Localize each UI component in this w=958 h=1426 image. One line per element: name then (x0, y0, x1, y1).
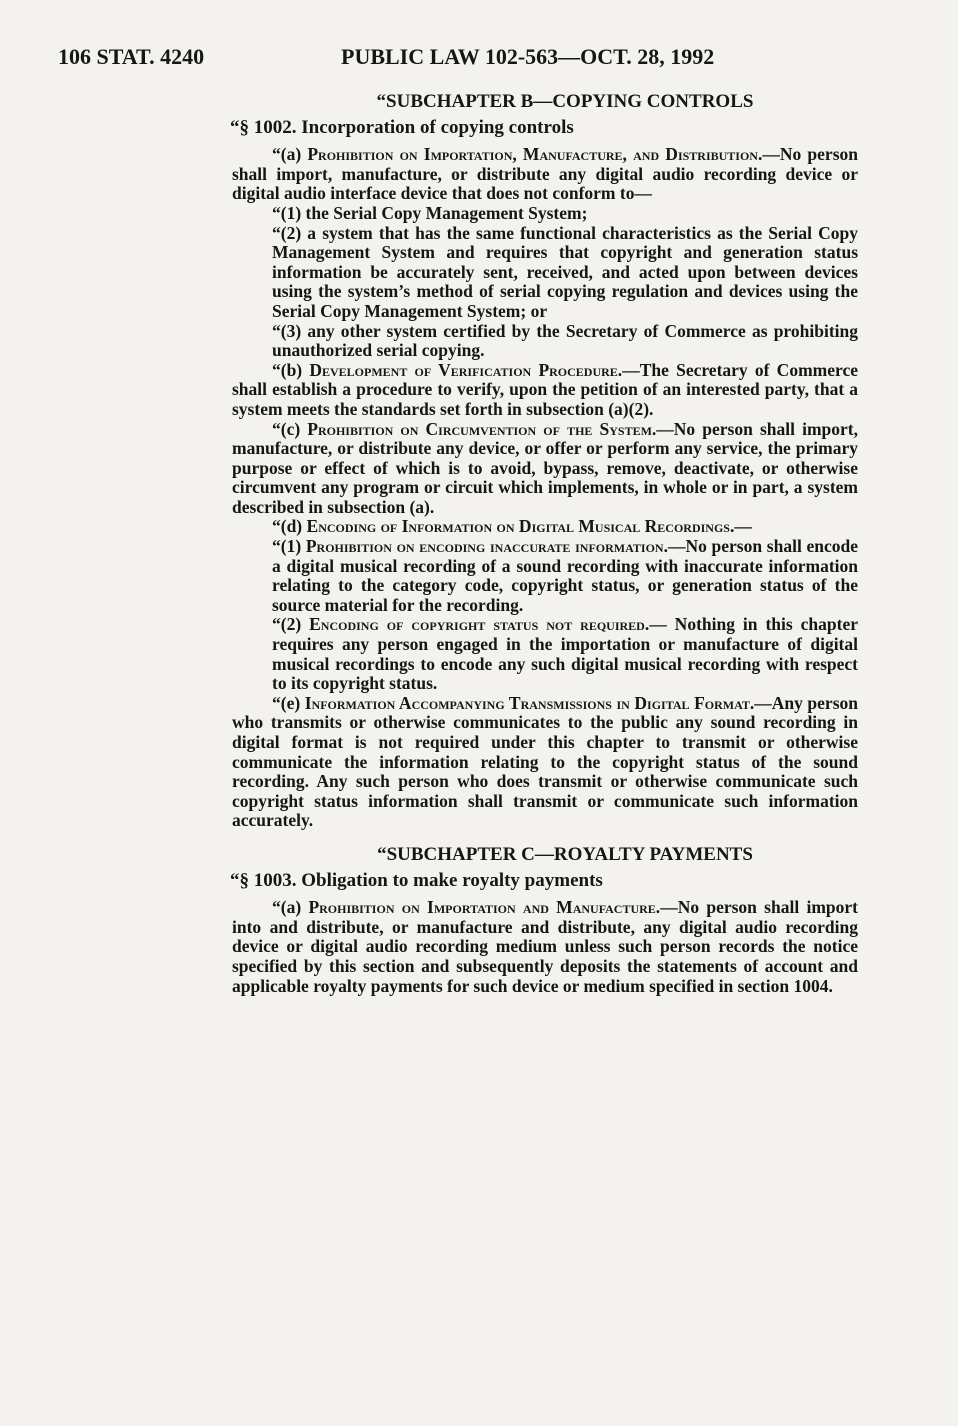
subsection-text: —No person shall import into and distribute, or manufacture and distribute, any digital audio recording device or digital audio recording medium unless such person records the notice specified by this section and subsequently deposits the statements of account and applicable royalty payments for such device or medium specified in section 1004. (232, 897, 858, 996)
paragraph-label: “(2) (272, 614, 310, 635)
subsection-1002-b (232, 361, 858, 420)
subsection-caption: Information Accompanying Transmissions in Digital Format. (304, 692, 755, 713)
subsection-label: “(e) (272, 692, 305, 713)
public-law-citation: PUBLIC LAW 102-563—OCT. 28, 1992 (341, 44, 715, 69)
section-1003-heading: “§ 1003. Obligation to make royalty payments (230, 869, 603, 891)
subsection-caption: Prohibition on Circumvention of the System. (307, 418, 657, 439)
subchapter-b-heading: “SUBCHAPTER B—COPYING CONTROLS (376, 91, 754, 112)
subsection-1002-d (232, 517, 858, 537)
subsection-caption: Prohibition on Importation, Manufacture, and Distribution. (307, 144, 763, 165)
paragraph-1002-a-3: “(3) any other system certified by the Secretary of Commerce as prohibiting unauthorized serial copying. (272, 320, 858, 361)
paragraph-text: — Nothing in this chapter requires any person engaged in the importation or manufacture of digital musical recordings to encode any such digital musical recording with respect to its copyright status. (272, 614, 859, 694)
subsection-1002-a (232, 145, 858, 204)
subsection-1003-a (232, 898, 858, 996)
paragraph-text: —No person shall encode a digital musical recording of a sound recording with inaccurate information relating to the category code, copyright status, or generation status of the source material for the recording. (272, 536, 859, 615)
subsection-caption: Prohibition on Importation and Manufacture. (308, 897, 661, 918)
paragraph-label: “(1) (272, 536, 306, 557)
body-text (232, 92, 858, 996)
subsection-text: —The Secretary of Commerce shall establish a procedure to verify, upon the petition of an interested party, that a system meets the standards set forth in subsection (a)(2). (232, 359, 858, 419)
subsection-text: — (734, 516, 752, 537)
subsection-label: “(a) (272, 144, 308, 165)
paragraph-caption: Prohibition on encoding inaccurate information. (305, 536, 668, 557)
section-1002-heading: “§ 1002. Incorporation of copying controls (230, 116, 574, 138)
subsection-caption: Development of Verification Procedure. (309, 359, 623, 380)
subsection-1002-c (232, 420, 858, 518)
subsection-label: “(d) (272, 516, 307, 537)
subsection-label: “(c) (272, 418, 308, 439)
paragraph-1002-a-2: “(2) a system that has the same functional characteristics as the Serial Copy Management System and requires that copyright and generation status information be accurately sent, received, and acted upon between devices using the system’s method of serial copying regulation and devices using the Serial Copy Management System; or (272, 222, 858, 321)
running-head (58, 44, 918, 74)
paragraph-caption: Encoding of copyright status not required. (309, 614, 650, 635)
subsection-text: —No person shall import, manufacture, or distribute any digital audio recording device or digital audio interface device that does not conform to— (232, 144, 858, 204)
subchapter-c-heading: “SUBCHAPTER C—ROYALTY PAYMENTS (377, 843, 753, 865)
paragraph-1002-d-2 (272, 615, 858, 693)
subsection-1002-e (232, 694, 858, 831)
paragraph-1002-a-1: “(1) the Serial Copy Management System; (272, 202, 588, 223)
paragraph-1002-d-1 (272, 537, 858, 615)
subsection-text: —Any person who transmits or otherwise communicates to the public any sound recording in digital format is not required under this chapter to transmit or otherwise communicate the information relating to the copyright status of the sound recording. Any such person who does transmit or otherwise communicate such copyright status information shall transmit or communicate such information accurately. (232, 692, 858, 831)
statute-page-number: 106 STAT. 4240 (58, 44, 205, 69)
subsection-label: “(b) (272, 359, 310, 380)
subsection-caption: Encoding of Information on Digital Musical Recordings. (306, 516, 735, 537)
subsection-text: —No person shall import, manufacture, or distribute any device, or offer or perform any service, the primary purpose or effect of which is to avoid, bypass, remove, deactivate, or otherwise circumvent any program or circuit which implements, in whole or in part, a system described in subsection (a). (232, 418, 858, 517)
subsection-label: “(a) (272, 897, 309, 918)
